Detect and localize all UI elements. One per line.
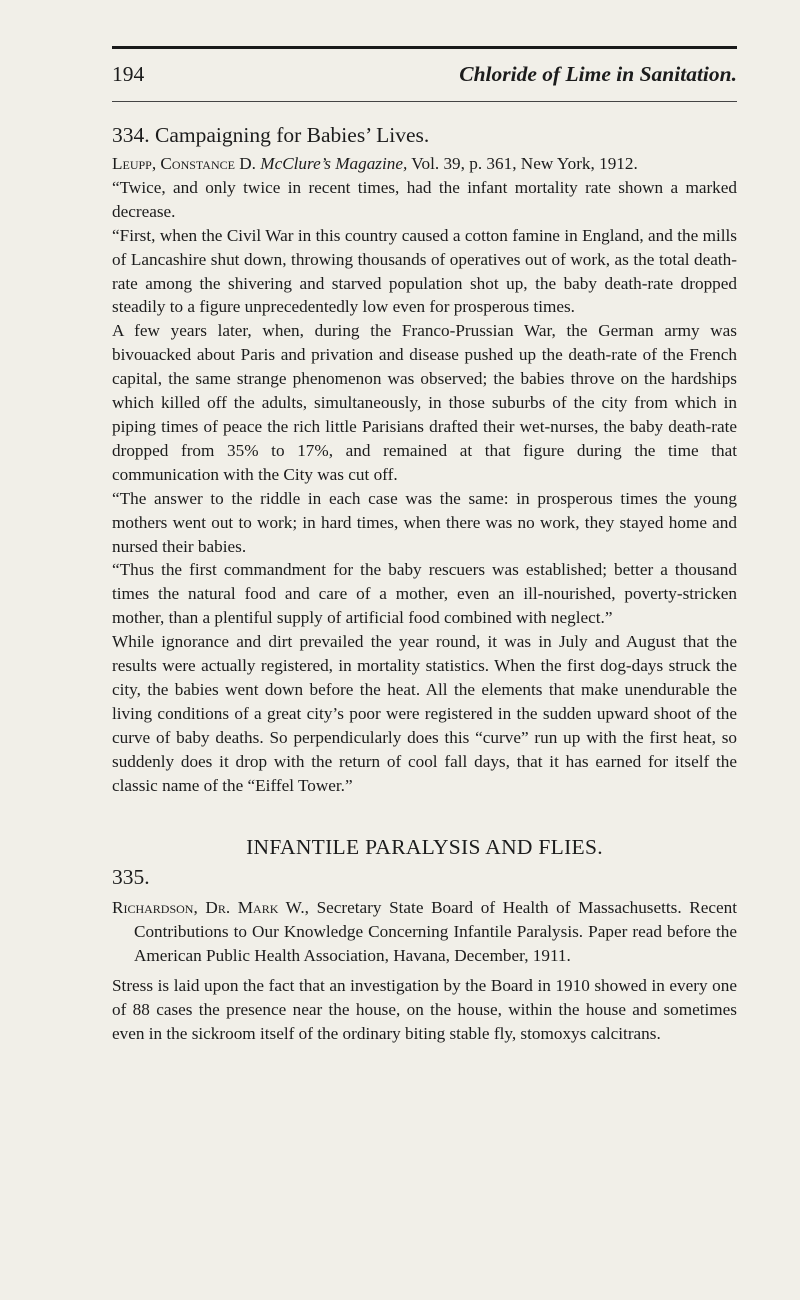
page-body <box>112 120 737 1046</box>
citation-details: Vol. 39, p. 361, New York, 1912. <box>411 154 638 173</box>
paragraph: A few years later, when, during the Franco-Prussian War, the German army was bivouacked about Paris and privation and disease pushed up the death-rate of the French capital, the same strange phenomenon was observed; the babies throve on the hardships which killed off the adults, simultaneously, in those suburbs of the city from which in piping times of peace the rich little Parisians drafted their wet-nurses, the baby death-rate dropped from 35% to 17%, and remained at that figure during the time that communication with the City was cut off. <box>112 321 737 484</box>
header-top-rule <box>112 46 737 49</box>
header-bottom-rule <box>112 101 737 102</box>
paragraph: While ignorance and dirt prevailed the year round, it was in July and August that the results were actually registered, in mortality statistics. When the first dog-days struck the city, the babies went down before the heat. All the elements that make unendurable the living conditions of a great city’s poor were registered in the sudden upward shoot of the curve of baby deaths. So perpendicularly does this “curve” run up with the first heat, so suddenly does it drop with the return of cool fall days, that it has earned for itself the classic name of the “Eiffel Tower.” <box>112 632 737 795</box>
section-heading: INFANTILE PARALYSIS AND FLIES. <box>246 835 603 860</box>
paragraph: Stress is laid upon the fact that an investigation by the Board in 1910 showed in every one of 88 cases the presence near the house, on the house, within the house and sometimes even in the sickroom itself of the ordinary biting stable fly, stomoxys calcitrans. <box>112 976 737 1043</box>
paragraph: “Thus the first commandment for the baby rescuers was established; better a thousand times the natural food and care of a mother, even an ill-nourished, poverty-stricken mother, than a plentiful supply of artificial food combined with neglect.” <box>112 560 737 628</box>
citation-author: Richardson, Dr. Mark W., <box>112 898 309 918</box>
page-header <box>112 62 737 92</box>
entry-334-citation <box>112 152 737 176</box>
paragraph: “The answer to the riddle in each case was the same: in prosperous times the young mothers went out to work; in hard times, when there was no work, they stayed home and nursed their babies. <box>112 488 737 556</box>
entry-335-number: 335. <box>112 865 150 890</box>
running-title: Chloride of Lime in Sanitation. <box>459 62 737 86</box>
citation-author: Leupp, Constance D. <box>112 154 256 173</box>
citation-details: Secretary State Board of Health of Massachusetts. Recent Contributions to Our Knowledge Concerning Infantile Paralysis. Paper read before the American Public Health Association, Havana, December, 1911. <box>134 898 738 966</box>
page-number: 194 <box>112 62 145 86</box>
paragraph: “First, when the Civil War in this country caused a cotton famine in England, and the mills of Lancashire shut down, throwing thousands of operatives out of work, as the total death-rate among the shivering and starved population shot up, the baby death-rate dropped steadily to a figure unprecedentedly low even for prosperous times. <box>112 225 737 317</box>
entry-334-heading: 334. Campaigning for Babies’ Lives. <box>112 123 430 147</box>
paragraph: “Twice, and only twice in recent times, had the infant mortality rate shown a marked decrease. <box>112 177 737 221</box>
citation-journal: McClure’s Magazine, <box>260 154 408 173</box>
entry-335-citation <box>112 896 737 968</box>
